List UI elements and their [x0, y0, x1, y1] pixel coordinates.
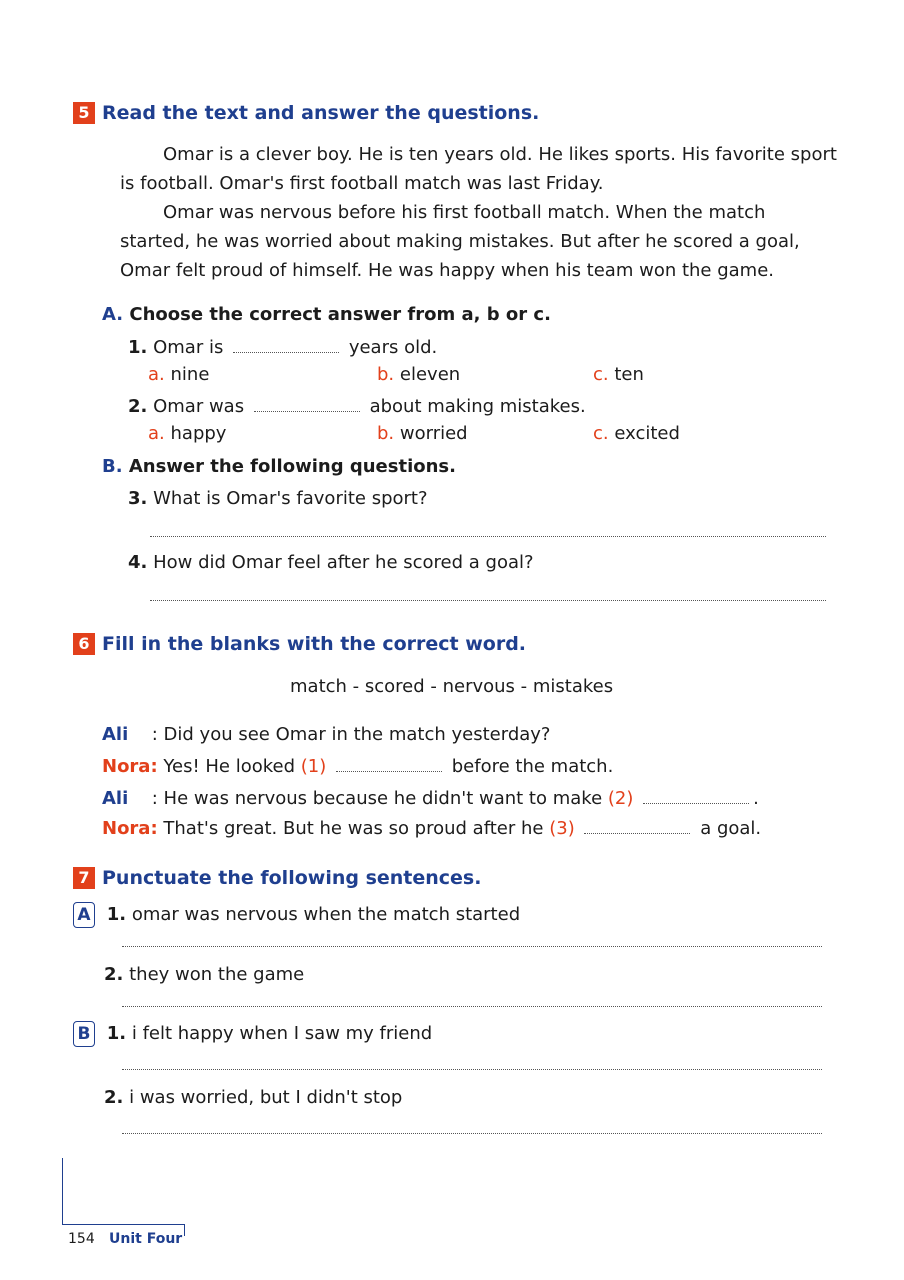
- unit-label: Unit Four: [109, 1231, 183, 1247]
- blank-number: (1): [300, 756, 327, 777]
- option-text: excited: [614, 423, 680, 444]
- sentence-text: they won the game: [129, 964, 305, 985]
- option-letter: c.: [593, 423, 609, 444]
- dialogue-text: He was nervous because he didn't want to make: [163, 788, 603, 809]
- blank-number: (2): [607, 788, 634, 809]
- dialogue-text: Yes! He looked: [163, 756, 296, 777]
- reading-text-line: Omar is a clever boy. He is ten years old. He likes sports. His favorite sport: [163, 144, 837, 165]
- answer-blank[interactable]: [336, 757, 442, 772]
- speaker-separator: :: [151, 724, 158, 745]
- option-letter: b.: [377, 423, 395, 444]
- dialogue-text: .: [753, 788, 759, 809]
- option-letter: a.: [148, 364, 165, 385]
- punctuate-item: [104, 1087, 402, 1108]
- section-title: Punctuate the following sentences.: [102, 867, 482, 889]
- question-number: 1.: [128, 337, 148, 358]
- part-title: Answer the following questions.: [128, 456, 456, 477]
- question-number: 4.: [128, 552, 148, 573]
- part-a-heading: [102, 304, 551, 325]
- group-letter-badge: A: [73, 902, 95, 928]
- option-c[interactable]: [593, 364, 644, 385]
- section-7-heading: [73, 867, 481, 889]
- section-5-heading: [73, 102, 539, 124]
- question-text: What is Omar's favorite sport?: [153, 488, 428, 509]
- footer-frame-tick: [184, 1224, 185, 1236]
- sentence-text: i was worried, but I didn't stop: [129, 1087, 403, 1108]
- group-letter-badge: B: [73, 1021, 95, 1047]
- answer-line[interactable]: [122, 946, 822, 947]
- speaker-name: Nora: [102, 818, 151, 839]
- part-title: Choose the correct answer from a, b or c.: [129, 304, 551, 325]
- item-number: 2.: [104, 964, 124, 985]
- reading-text-line: Omar felt proud of himself. He was happy when his team won the game.: [120, 260, 775, 281]
- section-title: Fill in the blanks with the correct word.: [102, 633, 527, 655]
- speaker-separator: :: [151, 788, 158, 809]
- punctuate-item: [73, 902, 520, 928]
- answer-blank[interactable]: [254, 397, 360, 412]
- dialogue-text: a goal.: [700, 818, 762, 839]
- question-number: 3.: [128, 488, 148, 509]
- question-1: [128, 337, 437, 358]
- question-text: Omar is: [153, 337, 224, 358]
- option-b[interactable]: [377, 423, 468, 444]
- option-a[interactable]: [148, 364, 209, 385]
- part-letter: B.: [102, 456, 123, 477]
- question-text: How did Omar feel after he scored a goal?: [153, 552, 534, 573]
- dialogue-text: before the match.: [451, 756, 614, 777]
- punctuate-item: [104, 964, 304, 985]
- section-title: Read the text and answer the questions.: [102, 102, 540, 124]
- answer-line[interactable]: [150, 600, 826, 601]
- page-number: 154: [68, 1231, 95, 1247]
- item-number: 1.: [106, 904, 127, 925]
- option-text: eleven: [399, 364, 461, 385]
- option-text: happy: [170, 423, 227, 444]
- option-c[interactable]: [593, 423, 680, 444]
- option-letter: c.: [593, 364, 609, 385]
- word-bank: match - scored - nervous - mistakes: [290, 676, 614, 697]
- reading-text-line: Omar was nervous before his first football match. When the match: [163, 202, 766, 223]
- footer-frame-bottom: [62, 1224, 184, 1225]
- option-letter: b.: [377, 364, 395, 385]
- speaker-name: Ali: [102, 724, 129, 745]
- option-text: ten: [614, 364, 644, 385]
- answer-line[interactable]: [122, 1133, 822, 1134]
- speaker-separator: :: [150, 756, 158, 777]
- option-text: worried: [399, 423, 468, 444]
- dialogue-text: That's great. But he was so proud after he: [163, 818, 544, 839]
- answer-line[interactable]: [122, 1069, 822, 1070]
- question-number: 2.: [128, 396, 148, 417]
- answer-blank[interactable]: [233, 338, 339, 353]
- speaker-name: Nora: [102, 756, 151, 777]
- dialogue-line: [102, 756, 613, 777]
- option-a[interactable]: [148, 423, 226, 444]
- reading-text-line: is football. Omar's first football match was last Friday.: [120, 173, 604, 194]
- option-text: nine: [170, 364, 210, 385]
- sentence-text: i felt happy when I saw my friend: [131, 1023, 433, 1044]
- section-number-badge: 6: [73, 633, 95, 655]
- reading-text-line: started, he was worried about making mistakes. But after he scored a goal,: [120, 231, 800, 252]
- item-number: 2.: [104, 1087, 124, 1108]
- question-4: [128, 552, 534, 573]
- question-text: about making mistakes.: [369, 396, 586, 417]
- punctuate-item: [73, 1021, 432, 1047]
- answer-line[interactable]: [122, 1006, 822, 1007]
- item-number: 1.: [106, 1023, 127, 1044]
- question-3: [128, 488, 428, 509]
- option-b[interactable]: [377, 364, 460, 385]
- dialogue-text: Did you see Omar in the match yesterday?: [163, 724, 551, 745]
- dialogue-line: [102, 818, 761, 839]
- answer-blank[interactable]: [643, 789, 749, 804]
- blank-number: (3): [549, 818, 575, 839]
- speaker-separator: :: [150, 818, 158, 839]
- section-6-heading: [73, 633, 526, 655]
- question-text: Omar was: [153, 396, 245, 417]
- section-number-badge: 5: [73, 102, 95, 124]
- speaker-name: Ali: [102, 788, 129, 809]
- answer-line[interactable]: [150, 536, 826, 537]
- question-2: [128, 396, 586, 417]
- question-text: years old.: [348, 337, 438, 358]
- part-b-heading: [102, 456, 456, 477]
- sentence-text: omar was nervous when the match started: [131, 904, 521, 925]
- dialogue-line: [102, 788, 759, 809]
- answer-blank[interactable]: [584, 819, 690, 834]
- footer-frame-left: [62, 1158, 63, 1224]
- section-number-badge: 7: [73, 867, 95, 889]
- part-letter: A.: [102, 304, 124, 325]
- dialogue-line: [102, 724, 550, 745]
- option-letter: a.: [148, 423, 165, 444]
